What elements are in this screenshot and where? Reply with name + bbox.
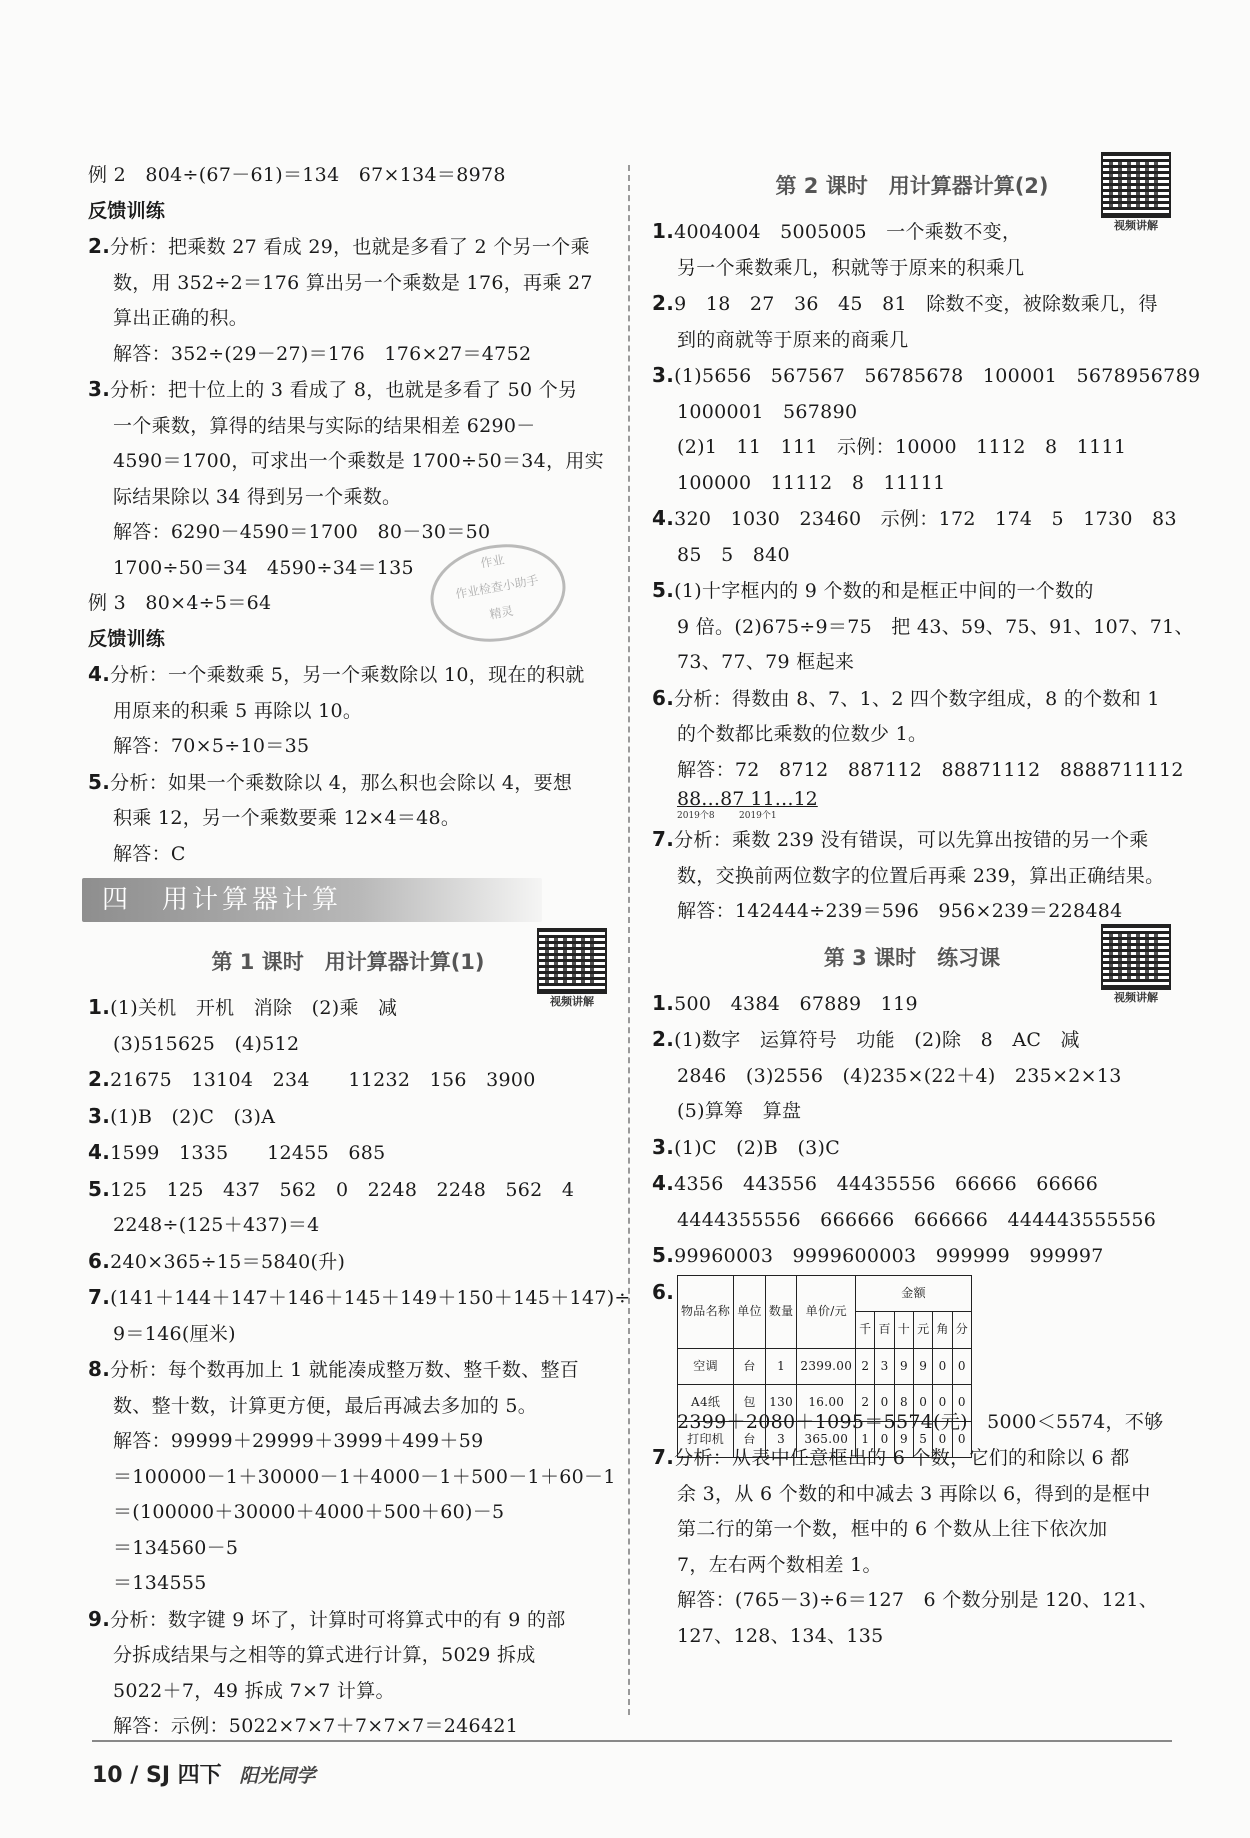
item-number: 2. xyxy=(88,234,111,258)
item-text: 分析：每个数再加上 1 就能凑成整万数、整千数、整百 xyxy=(110,1359,580,1381)
item-continuation: 解答：6290－4590＝1700 80－30＝50 xyxy=(113,521,491,543)
item-text: 125 125 437 562 0 2248 2248 562 4 xyxy=(110,1178,575,1201)
item-continuation: 1700÷50＝34 4590÷34＝135 xyxy=(113,556,414,579)
table-cell: A4纸 xyxy=(678,1385,734,1422)
item-continuation: 际结果除以 34 得到另一个乘数。 xyxy=(113,485,402,508)
item-number: 1. xyxy=(652,990,675,1015)
numbered-item xyxy=(88,657,608,694)
item-continuation: 到的商就等于原来的商乘几 xyxy=(677,328,909,351)
table-cell: 台 xyxy=(734,1348,766,1385)
item-continuation: 余 3，从 6 个数的和中减去 3 再除以 6，得到的是框中 xyxy=(677,1482,1151,1505)
lesson-title: 第 1 课时 用计算器计算(1) xyxy=(211,950,485,974)
numbered-item xyxy=(652,1130,1172,1167)
table-cell: 0 xyxy=(952,1421,971,1458)
numbered-item xyxy=(652,1166,1172,1203)
item-number: 3. xyxy=(88,377,111,401)
numbered-item xyxy=(88,765,608,802)
item-number: 3. xyxy=(652,1134,675,1159)
example-line: 例 3 80×4÷5＝64 xyxy=(88,592,272,614)
left-column xyxy=(88,158,631,1745)
item-text: (1)B (2)C (3)A xyxy=(110,1105,276,1128)
item-continuation: 5022＋7，49 拆成 7×7 计算。 xyxy=(113,1679,395,1702)
item-continuation: 用原来的积乘 5 再除以 10。 xyxy=(113,699,363,722)
table-cell: 2399.00 xyxy=(797,1348,856,1385)
item-continuation: 2248÷(125＋437)＝4 xyxy=(113,1214,320,1236)
item-number: 7. xyxy=(88,1285,111,1309)
brand-logo: 阳光同学 xyxy=(239,1765,316,1787)
item-text: 分析：得数由 8、7、1、2 四个数字组成，8 的个数和 1 xyxy=(674,687,1160,710)
table-cell: 0 xyxy=(875,1421,894,1458)
table-cell: 0 xyxy=(875,1385,894,1422)
table-cell: 0 xyxy=(914,1385,933,1422)
numbered-item xyxy=(652,822,1172,859)
item-continuation: 算出正确的积。 xyxy=(113,307,249,329)
table-subheader-cell: 百 xyxy=(875,1312,894,1349)
item-continuation: 4590＝1700，可求出一个乘数是 1700÷50＝34，用实 xyxy=(113,450,604,472)
table-cell: 0 xyxy=(933,1421,952,1458)
table-cell: 8 xyxy=(894,1385,913,1422)
numbered-item xyxy=(88,229,608,266)
table-subheader-cell: 角 xyxy=(933,1312,952,1349)
item-continuation: 解答：352÷(29－27)＝176 176×27＝4752 xyxy=(113,342,532,365)
table-subheader-cell: 千 xyxy=(856,1312,875,1349)
table-cell: 0 xyxy=(952,1348,971,1385)
item-number: 5. xyxy=(88,1176,111,1201)
feedback-heading: 反馈训练 xyxy=(88,199,166,222)
table-header-cell: 金额 xyxy=(856,1275,972,1312)
table-header-cell: 单价/元 xyxy=(797,1275,856,1348)
column-divider xyxy=(628,165,630,1715)
item-continuation: 数，交换前两位数字的位置后再乘 239，算出正确结果。 xyxy=(677,864,1165,887)
item-continuation: 4444355556 666666 666666 444443555556 xyxy=(677,1208,1157,1231)
item-number: 4. xyxy=(652,1171,675,1195)
table-subheader-cell: 分 xyxy=(952,1312,971,1349)
numbered-item xyxy=(652,1022,1172,1059)
qr-label: 视频讲解 xyxy=(550,995,594,1008)
table-cell: 130 xyxy=(765,1385,797,1422)
item-continuation: 解答：142444÷239＝596 956×239＝228484 xyxy=(677,900,1123,922)
table-cell: 2 xyxy=(856,1348,875,1385)
qr-code xyxy=(1100,152,1172,234)
item-continuation: ＝134560－5 xyxy=(113,1536,239,1559)
numbered-item xyxy=(88,372,608,409)
item-number: 1. xyxy=(652,219,675,243)
item-text: 500 4384 67889 119 xyxy=(674,992,918,1015)
item-text: 分析：如果一个乘数除以 4，那么积也会除以 4，要想 xyxy=(110,771,573,794)
item-continuation: 2399＋2080＋1095＝5574(元) 5000＜5574，不够 xyxy=(677,1410,1164,1433)
item-continuation: ＝100000－1＋30000－1＋4000－1＋500－1＋60－1 xyxy=(113,1465,616,1488)
item-number: 5. xyxy=(652,1243,675,1267)
table-cell: 3 xyxy=(875,1348,894,1385)
item-continuation: 数、整十数，计算更方便，最后再减去多加的 5。 xyxy=(113,1394,538,1417)
item-text: 21675 13104 234 11232 156 3900 xyxy=(110,1069,536,1091)
brace-label: 2019个8 xyxy=(677,811,715,821)
item-text: 320 1030 23460 示例：172 174 5 1730 83 xyxy=(674,508,1177,530)
item-number: 1. xyxy=(88,995,111,1019)
table-cell: 1 xyxy=(856,1421,875,1458)
stamp-line: 精灵 xyxy=(488,603,515,622)
page-footer xyxy=(92,1758,315,1789)
numbered-item xyxy=(652,573,1172,610)
item-continuation: 的个数都比乘数的位数少 1。 xyxy=(677,723,928,745)
item-number: 3. xyxy=(88,1103,111,1128)
numbered-item xyxy=(88,1602,608,1639)
item-continuation: 一个乘数，算得的结果与实际的结果相差 6290－ xyxy=(113,414,536,437)
item-continuation: 解答：72 8712 887112 88871112 8888711112 xyxy=(677,758,1184,781)
table-cell: 包 xyxy=(734,1385,766,1422)
numbered-item xyxy=(88,1280,631,1317)
item-number: 2. xyxy=(88,1067,111,1091)
item-continuation: 2846 (3)2556 (4)235×(22＋4) 235×2×13 xyxy=(677,1064,1122,1087)
table-subheader-cell: 十 xyxy=(894,1312,913,1349)
table-cell: 0 xyxy=(933,1348,952,1385)
item-number: 4. xyxy=(88,662,111,686)
numbered-item xyxy=(652,286,1172,323)
item-number: 4. xyxy=(652,506,675,530)
item-continuation: (5)算筹 算盘 xyxy=(677,1100,802,1122)
item-number: 5. xyxy=(652,578,675,602)
table-header-cell: 物品名称 xyxy=(678,1275,734,1348)
lesson-title: 第 2 课时 用计算器计算(2) xyxy=(775,174,1049,198)
page-number: 10 / SJ 四下 xyxy=(92,1763,222,1788)
brace-labels xyxy=(652,810,1172,822)
item-number: 2. xyxy=(652,291,675,315)
item-number: 6. xyxy=(88,1248,111,1273)
item-number: 4. xyxy=(88,1140,111,1164)
item-text: 9 18 27 36 45 81 除数不变，被除数乘几，得 xyxy=(674,293,1158,315)
item-continuation: 100000 11112 8 11111 xyxy=(677,471,946,494)
qr-code-icon xyxy=(537,928,607,994)
numbered-item xyxy=(652,681,1172,718)
item-continuation: 9 倍。(2)675÷9＝75 把 43、59、75、91、107、71、 xyxy=(677,615,1194,638)
table-cell: 365.00 xyxy=(797,1421,856,1458)
table-cell: 空调 xyxy=(678,1348,734,1385)
item-text: 4356 443556 44435556 66666 66666 xyxy=(674,1173,1099,1195)
item-continuation: 解答：(765－3)÷6＝127 6 个数分别是 120、121、 xyxy=(677,1589,1159,1611)
item-text: (1)C (2)B (3)C xyxy=(674,1136,841,1159)
item-continuation: 另一个乘数乘几，积就等于原来的积乘几 xyxy=(677,256,1025,279)
item-text: (141＋144＋147＋146＋145＋149＋150＋145＋147)÷ xyxy=(110,1287,631,1309)
qr-code xyxy=(1100,924,1172,1006)
stamp-line: 作业检查小助手 xyxy=(454,572,540,602)
item-continuation: 解答：99999＋29999＋3999＋499＋59 xyxy=(113,1430,484,1452)
qr-label: 视频讲解 xyxy=(1114,219,1158,232)
numbered-item xyxy=(88,1099,608,1136)
numbered-item xyxy=(88,1062,608,1099)
table-cell: 9 xyxy=(914,1348,933,1385)
table-header-cell: 数量 xyxy=(765,1275,797,1348)
item-continuation: (3)515625 (4)512 xyxy=(113,1032,300,1055)
item-text: 4004004 5005005 一个乘数不变， xyxy=(674,221,1022,243)
item-continuation: 127、128、134、135 xyxy=(677,1624,884,1647)
item-number: 7. xyxy=(652,1445,675,1469)
brace-expression: 88…87 11…12 xyxy=(677,788,818,810)
item-continuation: 解答：C xyxy=(113,842,186,865)
item-text: 分析：一个乘数乘 5，另一个乘数除以 10，现在的积就 xyxy=(110,664,585,686)
numbered-item xyxy=(652,986,1172,1023)
item-number: 5. xyxy=(88,769,111,794)
item-number: 9. xyxy=(88,1606,111,1631)
item-continuation: 9＝146(厘米) xyxy=(113,1322,236,1345)
item-number: 6. xyxy=(652,685,675,710)
item-continuation: 第二行的第一个数，框中的 6 个数从上往下依次加 xyxy=(677,1518,1108,1540)
numbered-item xyxy=(652,1238,1172,1275)
table-cell: 2 xyxy=(856,1385,875,1422)
item-continuation: 7，左右两个数相差 1。 xyxy=(677,1553,882,1576)
numbered-item xyxy=(88,990,608,1027)
lesson-title: 第 3 课时 练习课 xyxy=(823,945,1001,970)
table-cell: 9 xyxy=(894,1348,913,1385)
item-number: 3. xyxy=(652,363,675,387)
item-text: 分析：数字键 9 坏了，计算时可将算式中的有 9 的部 xyxy=(110,1608,566,1631)
numbered-item xyxy=(652,1440,1172,1477)
item-continuation: 分拆成结果与之相等的算式进行计算，5029 拆成 xyxy=(113,1644,536,1666)
numbered-item xyxy=(88,1172,608,1209)
table-cell: 0 xyxy=(933,1385,952,1422)
section-title: 四 用计算器计算 xyxy=(82,878,542,922)
item-continuation: 解答：70×5÷10＝35 xyxy=(113,735,310,757)
qr-label: 视频讲解 xyxy=(1114,990,1158,1004)
item-continuation: 解答：示例：5022×7×7＋7×7×7＝246421 xyxy=(113,1715,519,1737)
item-number: 7. xyxy=(652,827,675,851)
item-continuation: 数，用 352÷2＝176 算出另一个乘数是 176，再乘 27 xyxy=(113,271,593,294)
item-text: 分析：从表中任意框出的 6 个数，它们的和除以 6 都 xyxy=(674,1447,1130,1469)
item-text: 分析：把乘数 27 看成 29，也就是多看了 2 个另一个乘 xyxy=(110,236,590,258)
item-continuation: 73、77、79 框起来 xyxy=(677,651,855,673)
item-text: (1)5656 567567 56785678 100001 5678956789 xyxy=(674,365,1201,387)
table-row xyxy=(678,1348,972,1385)
numbered-item xyxy=(652,501,1177,538)
table-cell: 16.00 xyxy=(797,1385,856,1422)
qr-code xyxy=(536,928,608,1010)
item-text: 1599 1335 12455 685 xyxy=(110,1142,386,1164)
item-continuation: (2)1 11 111 示例：10000 1112 8 1111 xyxy=(677,436,1127,458)
footer-rule xyxy=(92,1740,1172,1742)
numbered-item xyxy=(652,214,1172,251)
item-text: 分析：乘数 239 没有错误，可以先算出按错的另一个乘 xyxy=(674,829,1149,851)
table-subheader-cell: 元 xyxy=(914,1312,933,1349)
table-cell: 台 xyxy=(734,1421,766,1458)
item-number: 2. xyxy=(652,1027,675,1051)
numbered-item xyxy=(652,358,1201,395)
numbered-item xyxy=(88,1244,608,1281)
table-cell: 5 xyxy=(914,1421,933,1458)
numbered-item xyxy=(88,1135,608,1172)
table-header-cell: 单位 xyxy=(734,1275,766,1348)
table-cell: 打印机 xyxy=(678,1421,734,1458)
qr-code-icon xyxy=(1101,924,1171,990)
table-cell: 3 xyxy=(765,1421,797,1458)
item-continuation: 1000001 567890 xyxy=(677,400,858,423)
item-number: 8. xyxy=(88,1357,111,1381)
brace-label: 2019个1 xyxy=(739,811,777,821)
item-text: (1)数字 运算符号 功能 (2)除 8 AC 减 xyxy=(674,1029,1080,1051)
item-continuation: ＝(100000＋30000＋4000＋500＋60)－5 xyxy=(113,1501,505,1523)
right-column xyxy=(652,158,1201,1654)
item-text: (1)关机 开机 消除 (2)乘 减 xyxy=(110,997,398,1019)
item-continuation: 85 5 840 xyxy=(677,543,790,566)
table-cell: 9 xyxy=(894,1421,913,1458)
numbered-item xyxy=(88,1352,608,1389)
item-text: 240×365÷15＝5840(升) xyxy=(110,1250,346,1273)
table-cell: 1 xyxy=(765,1348,797,1385)
table-cell: 0 xyxy=(952,1385,971,1422)
item-text: 99960003 9999600003 999999 999997 xyxy=(674,1245,1104,1267)
item-continuation: ＝134555 xyxy=(113,1572,207,1594)
item-continuation: 积乘 12，另一个乘数要乘 12×4＝48。 xyxy=(113,807,461,829)
item-text: (1)十字框内的 9 个数的和是框正中间的一个数的 xyxy=(674,580,1094,602)
example-line: 例 2 804÷(67－61)＝134 67×134＝8978 xyxy=(88,164,506,186)
qr-code-icon xyxy=(1101,152,1171,218)
item-number: 6. xyxy=(652,1279,675,1304)
stamp-line: 作业 xyxy=(479,552,506,571)
item-text: 分析：把十位上的 3 看成了 8，也就是多看了 50 个另 xyxy=(110,379,578,401)
feedback-heading: 反馈训练 xyxy=(88,627,166,650)
